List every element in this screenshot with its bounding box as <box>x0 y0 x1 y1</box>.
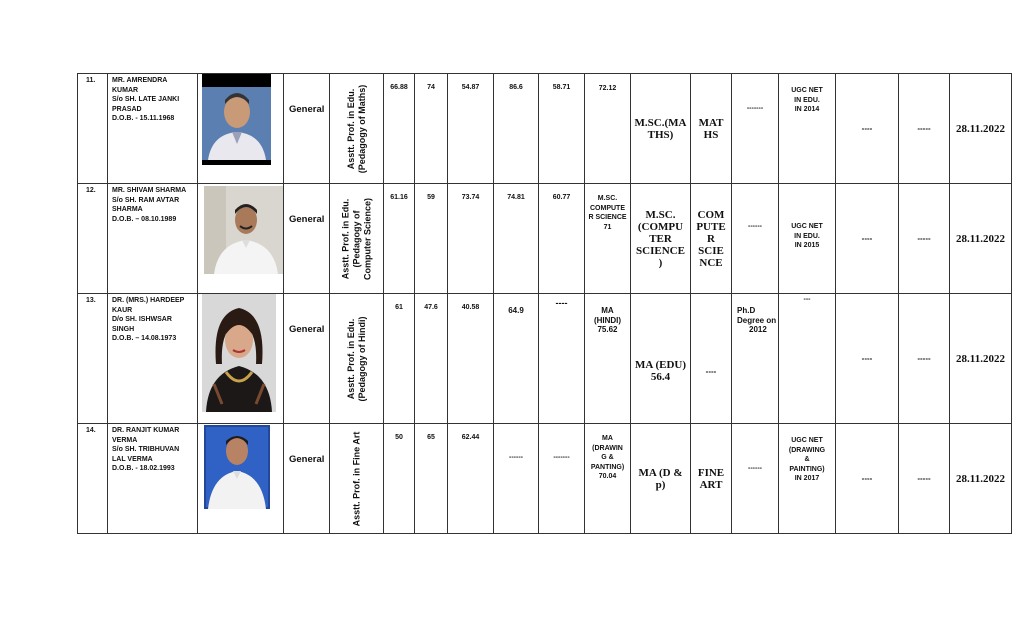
ugc-net <box>779 184 836 294</box>
name-line: DR. (MRS.) HARDEEP <box>112 297 185 304</box>
degree-line: PANTING) <box>590 463 625 471</box>
phd: ------ <box>732 184 779 294</box>
score: 65 <box>415 424 448 534</box>
post-line: Asstt. Prof. in Edu. <box>340 198 350 279</box>
ugc-line: (DRAWING <box>788 446 826 454</box>
serial-number: 11. <box>78 74 108 184</box>
degree-line: M.SC. <box>597 195 618 202</box>
post-applied <box>330 74 384 184</box>
subject <box>691 294 732 424</box>
column-b: ----- <box>899 184 950 294</box>
table-row <box>78 294 1012 424</box>
degree-line: 71 <box>603 223 612 231</box>
ugc-net <box>779 74 836 184</box>
phd-line: 2012 <box>749 325 767 334</box>
score: 59 <box>415 184 448 294</box>
serial-number: 13. <box>78 294 108 424</box>
dob-line: D.O.B. - 18.02.1993 <box>112 465 175 473</box>
category: General <box>284 184 330 294</box>
subject <box>691 74 732 184</box>
serial-number: 12. <box>78 184 108 294</box>
post-line: Asstt. Prof. in Edu. <box>345 88 356 169</box>
candidate-photo <box>204 425 270 509</box>
score: 64.9 <box>494 294 539 424</box>
name-line: S/o SH. RAM AVTAR <box>112 196 180 204</box>
score: 40.58 <box>448 294 494 424</box>
candidate-photo <box>204 186 284 274</box>
ugc-line: IN 2015 <box>794 242 820 249</box>
column-b: ----- <box>899 424 950 534</box>
score: 47.6 <box>415 294 448 424</box>
subject-line: SCIE <box>698 244 724 257</box>
subject-line: ART <box>699 478 723 491</box>
subject-line: COM <box>697 208 725 221</box>
degree-line: (HINDI) <box>593 315 622 325</box>
ugc-line: UGC NET <box>791 87 823 94</box>
degree-line: 56.4 <box>650 371 671 383</box>
score: ---- <box>539 294 585 424</box>
score: 54.87 <box>448 74 494 184</box>
column-a: ---- <box>836 74 899 184</box>
candidate-table <box>77 73 1012 534</box>
ugc-line: PAINTING) <box>789 465 825 473</box>
table-row <box>78 74 1012 184</box>
photo-cell <box>198 424 284 534</box>
post-line: (Pedagogy of Hindi) <box>356 316 367 401</box>
degree-line: (DRAWIN <box>592 444 623 452</box>
score: 73.74 <box>448 184 494 294</box>
candidate-photo <box>202 74 271 165</box>
name-line: VERMA <box>112 436 138 444</box>
degree-line: p) <box>655 478 666 491</box>
table-row <box>78 184 1012 294</box>
candidate-photo <box>202 294 276 412</box>
ugc-line: --- <box>803 296 811 303</box>
degree-line: M.SC.(MA <box>634 116 687 129</box>
ugc-net <box>779 424 836 534</box>
subject-line: PUTE <box>696 220 726 233</box>
dob-line: D.O.B. – 08.10.1989 <box>112 215 177 223</box>
score: 61 <box>384 294 415 424</box>
score: 60.77 <box>539 184 585 294</box>
name-line: SINGH <box>112 325 135 333</box>
degree-line: MA <box>602 435 613 442</box>
candidate-details <box>108 294 198 424</box>
post-line: Asstt. Prof. in Edu. <box>345 318 356 399</box>
post-applied <box>330 424 384 534</box>
phd-line: Ph.D <box>737 306 756 315</box>
phd: ------- <box>732 74 779 184</box>
degree-line: THS) <box>647 128 674 141</box>
dob-line: D.O.B. – 14.08.1973 <box>112 335 177 343</box>
subject <box>691 424 732 534</box>
subject-line: MAT <box>698 116 724 129</box>
degree-line: COMPUTE <box>590 204 625 212</box>
date: 28.11.2022 <box>950 424 1012 534</box>
score: 74.81 <box>494 184 539 294</box>
score: 50 <box>384 424 415 534</box>
photo-cell <box>198 184 284 294</box>
photo-cell <box>198 294 284 424</box>
ugc-line: & <box>804 456 810 463</box>
degree-line: 72.12 <box>598 85 617 92</box>
phd-line: Degree on <box>737 315 777 325</box>
name-line: KUMAR <box>112 86 139 94</box>
category: General <box>284 74 330 184</box>
column-a: ---- <box>836 184 899 294</box>
name-line: SHARMA <box>112 206 143 214</box>
degree-line: MA (EDU) <box>634 359 687 371</box>
category: General <box>284 424 330 534</box>
ugc-line: IN EDU. <box>794 96 820 104</box>
degree-line: (COMPU <box>637 220 684 233</box>
column-b: ----- <box>899 74 950 184</box>
pg-degree <box>585 294 631 424</box>
ugc-line: UGC NET <box>791 223 823 230</box>
score: 62.44 <box>448 424 494 534</box>
subject-line: R <box>707 232 715 245</box>
name-line: DR. RANJIT KUMAR <box>112 427 180 434</box>
pg-degree <box>585 424 631 534</box>
degree-line: SCIENCE <box>636 244 685 257</box>
score: ------- <box>539 424 585 534</box>
name-line: MR. SHIVAM SHARMA <box>112 187 187 194</box>
date: 28.11.2022 <box>950 294 1012 424</box>
education-degree <box>631 294 691 424</box>
phd <box>732 294 779 424</box>
degree-line: 75.62 <box>597 325 618 334</box>
degree-line: M.SC. <box>645 208 676 221</box>
subject-line: FINE <box>697 466 725 479</box>
subject-line: HS <box>703 128 719 141</box>
score: ------ <box>494 424 539 534</box>
score: 66.88 <box>384 74 415 184</box>
post-line: Asstt. Prof. in Fine Art <box>351 431 361 526</box>
name-line: KAUR <box>112 306 133 314</box>
post-line: (Pedagogy of <box>351 210 361 268</box>
column-a: ---- <box>836 424 899 534</box>
degree-line: 70.04 <box>598 473 617 480</box>
name-line: S/o SH. LATE JANKI <box>112 96 180 104</box>
ugc-line: IN EDU. <box>794 232 820 240</box>
date: 28.11.2022 <box>950 74 1012 184</box>
score: 58.71 <box>539 74 585 184</box>
pg-degree <box>585 74 631 184</box>
photo-cell <box>198 74 284 184</box>
subject-line: NCE <box>699 256 723 269</box>
ugc-line: IN 2014 <box>794 106 820 113</box>
name-line: D/o SH. ISHWSAR <box>112 316 172 324</box>
education-degree <box>631 424 691 534</box>
ugc-net <box>779 294 836 424</box>
post-applied <box>330 184 384 294</box>
degree-line: TER <box>649 232 672 245</box>
category: General <box>284 294 330 424</box>
dob-line: D.O.B. - 15.11.1968 <box>112 115 175 123</box>
degree-line: MA (D & <box>638 466 683 479</box>
name-line: LAL VERMA <box>112 455 153 463</box>
candidate-details <box>108 424 198 534</box>
ugc-line: UGC NET <box>791 437 823 444</box>
score: 61.16 <box>384 184 415 294</box>
column-b: ----- <box>899 294 950 424</box>
ugc-line: IN 2017 <box>794 475 820 482</box>
degree-line: MA <box>601 306 614 315</box>
date: 28.11.2022 <box>950 184 1012 294</box>
post-line: (Pedagogy of Maths) <box>356 84 367 173</box>
serial-number: 14. <box>78 424 108 534</box>
post-applied <box>330 294 384 424</box>
pg-degree <box>585 184 631 294</box>
score: 86.6 <box>494 74 539 184</box>
subject-line: ---- <box>705 366 717 376</box>
education-degree <box>631 184 691 294</box>
score: 74 <box>415 74 448 184</box>
post-line: Computer Science) <box>362 197 372 280</box>
column-a: ---- <box>836 294 899 424</box>
degree-line: G & <box>601 454 614 461</box>
name-line: S/o SH. TRIBHUVAN <box>112 446 180 454</box>
education-degree <box>631 74 691 184</box>
name-line: MR. AMRENDRA <box>112 77 168 84</box>
table-row <box>78 424 1012 534</box>
subject <box>691 184 732 294</box>
degree-line: ) <box>658 256 663 269</box>
name-line: PRASAD <box>112 105 142 113</box>
candidate-details <box>108 184 198 294</box>
phd: ------ <box>732 424 779 534</box>
degree-line: R SCIENCE <box>588 214 627 221</box>
candidate-details <box>108 74 198 184</box>
